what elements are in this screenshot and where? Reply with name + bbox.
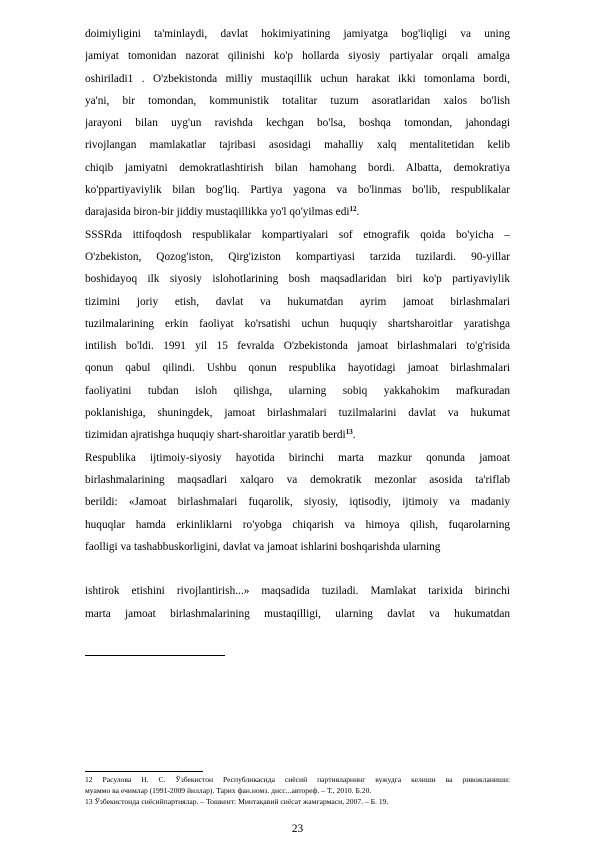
body-paragraphs bbox=[85, 23, 510, 625]
text-line: jamiyat tomonidan nazorat qilinishi ko'p hollarda siyosiy partiyalar orqali amalga bbox=[85, 50, 510, 63]
separator-rule bbox=[85, 655, 225, 656]
text-line: huquqlar hamda erkinliklarni ro'yobga chiqarish va himoya qilish, fuqarolarning bbox=[85, 518, 510, 531]
text-line bbox=[85, 424, 510, 446]
text-line: boshidayoq ilk siyosiy islohotlarining bosh maqsadlaridan biri ko'p partiyaviylik bbox=[85, 273, 510, 286]
text-line: tuzilmalarining erkin faoliyat ko'rsatishi uchun huquqiy shartsharoitlar yaratishga bbox=[85, 317, 510, 330]
page-number: 23 bbox=[291, 823, 304, 835]
text-line: Respublika ijtimoiy-siyosiy hayotida birinchi marta mazkur qonunda jamoat bbox=[85, 451, 510, 464]
text-line: ishtirok etishini rivojlantirish...» maqsadida tuziladi. Mamlakat tarixida birinchi bbox=[85, 585, 510, 598]
text-line: ko'ppartiyaviylik bilan bog'liq. Partiya yagona va bo'linmas bo'lib, respublikalar bbox=[85, 184, 510, 197]
text-line: berildi: «Jamoat birlashmalari fuqarolik, siyosiy, iqtisodiy, ijtimoiy va madaniy bbox=[85, 496, 510, 509]
text-line: faolligi va tashabbuskorligini, davlat va jamoat ishlarini boshqarishda ularning bbox=[85, 540, 441, 553]
text-line: rivojlangan mamlakatlar tajribasi asosidagi mahalliy xalq mentalitetidan kelib bbox=[85, 139, 510, 152]
text-line: marta jamoat birlashmalarining mustaqilligi, ularning davlat va hukumatdan bbox=[85, 607, 510, 620]
line-end: . bbox=[356, 206, 360, 219]
line-text: darajasida biron-bir jiddiy mustaqillikka yo'l qo'yilmas edi bbox=[85, 206, 350, 219]
text-line: doimiyligini ta'minlaydi, davlat hokimiyatining jamiyatga bog'liqligi va uning bbox=[85, 28, 510, 40]
text-line: faoliyatini tubdan isloh qilishga, ularning sobiq yakkahokim mafkuradan bbox=[85, 384, 510, 397]
text-line: intilish bo'ldi. 1991 yil 15 fevralda O'zbekistonda jamoat birlashmalari to'g'risida bbox=[85, 340, 510, 353]
text-line: qonun qabul qilindi. Ushbu qonun respublika hayotidagi jamoat birlashmalari bbox=[85, 362, 510, 375]
line-text: tizimidan ajratishga huquqiy shart-sharoitlar yaratib berdi bbox=[85, 429, 346, 442]
text-line: birlashmalarining maqsadlari xalqaro va demokratik mezonlar asosida ta'riflab bbox=[85, 473, 510, 486]
text-line: poklanishiga, shuningdek, jamoat birlashmalari tuzilmalarini davlat va hukumat bbox=[85, 407, 510, 420]
text-line bbox=[85, 201, 510, 223]
text-line: tizimini joriy etish, davlat va hukumatdan ayrim jamoat birlashmalari bbox=[85, 295, 510, 308]
blank-gap bbox=[85, 558, 510, 580]
text-line: oshiriladi1 . O'zbekistonda milliy mustaqillik uchun harakat ikki tomonlama bordi, bbox=[85, 72, 510, 85]
text-line: chiqib jamiyatni demokratlashtirish bilan hamohang bordi. Albatta, demokratiya bbox=[85, 161, 510, 174]
text-line: O'zbekiston, Qozog'iston, Qirg'iziston kompartiyasi tarzida tuzilardi. 90-yillar bbox=[85, 250, 510, 263]
footnote-ref-13: 13 bbox=[345, 428, 353, 437]
text-line: ya'ni, bir tomondan, kommunistik totalitar tuzum asoratlaridan xalos bo'lish bbox=[85, 94, 510, 107]
footnote-line: 12 Расулова Н. С. Ўзбекистон Республикасида сиёсий партияларнинг вужудга келиши ва ривожланиши: bbox=[85, 775, 510, 784]
footnotes bbox=[85, 774, 510, 807]
footnote-line: муаммо ва ечимлар (1991-2009 йиллар). Тарих фан.номз. дисс...автореф. – Т., 2010. Б.20. bbox=[85, 786, 372, 795]
line-end: . bbox=[352, 429, 356, 442]
text-line: jarayoni bilan uyg'un ravishda kechgan bo'lsa, boshqa tomondan, jahondagi bbox=[85, 117, 510, 130]
footnote-line: 13 Ўзбекистонда сиёсийпартиялар. – Тошкент: Минтақавий сиёсат жамғармаси, 2007. – Б. 19. bbox=[85, 797, 389, 806]
footnote-rule bbox=[85, 771, 203, 772]
footnote-ref-12: 12 bbox=[349, 205, 357, 214]
text-line: SSSRda ittifoqdosh respublikalar kompartiyalari sof etnografik qoida bo'yicha – bbox=[85, 228, 510, 241]
